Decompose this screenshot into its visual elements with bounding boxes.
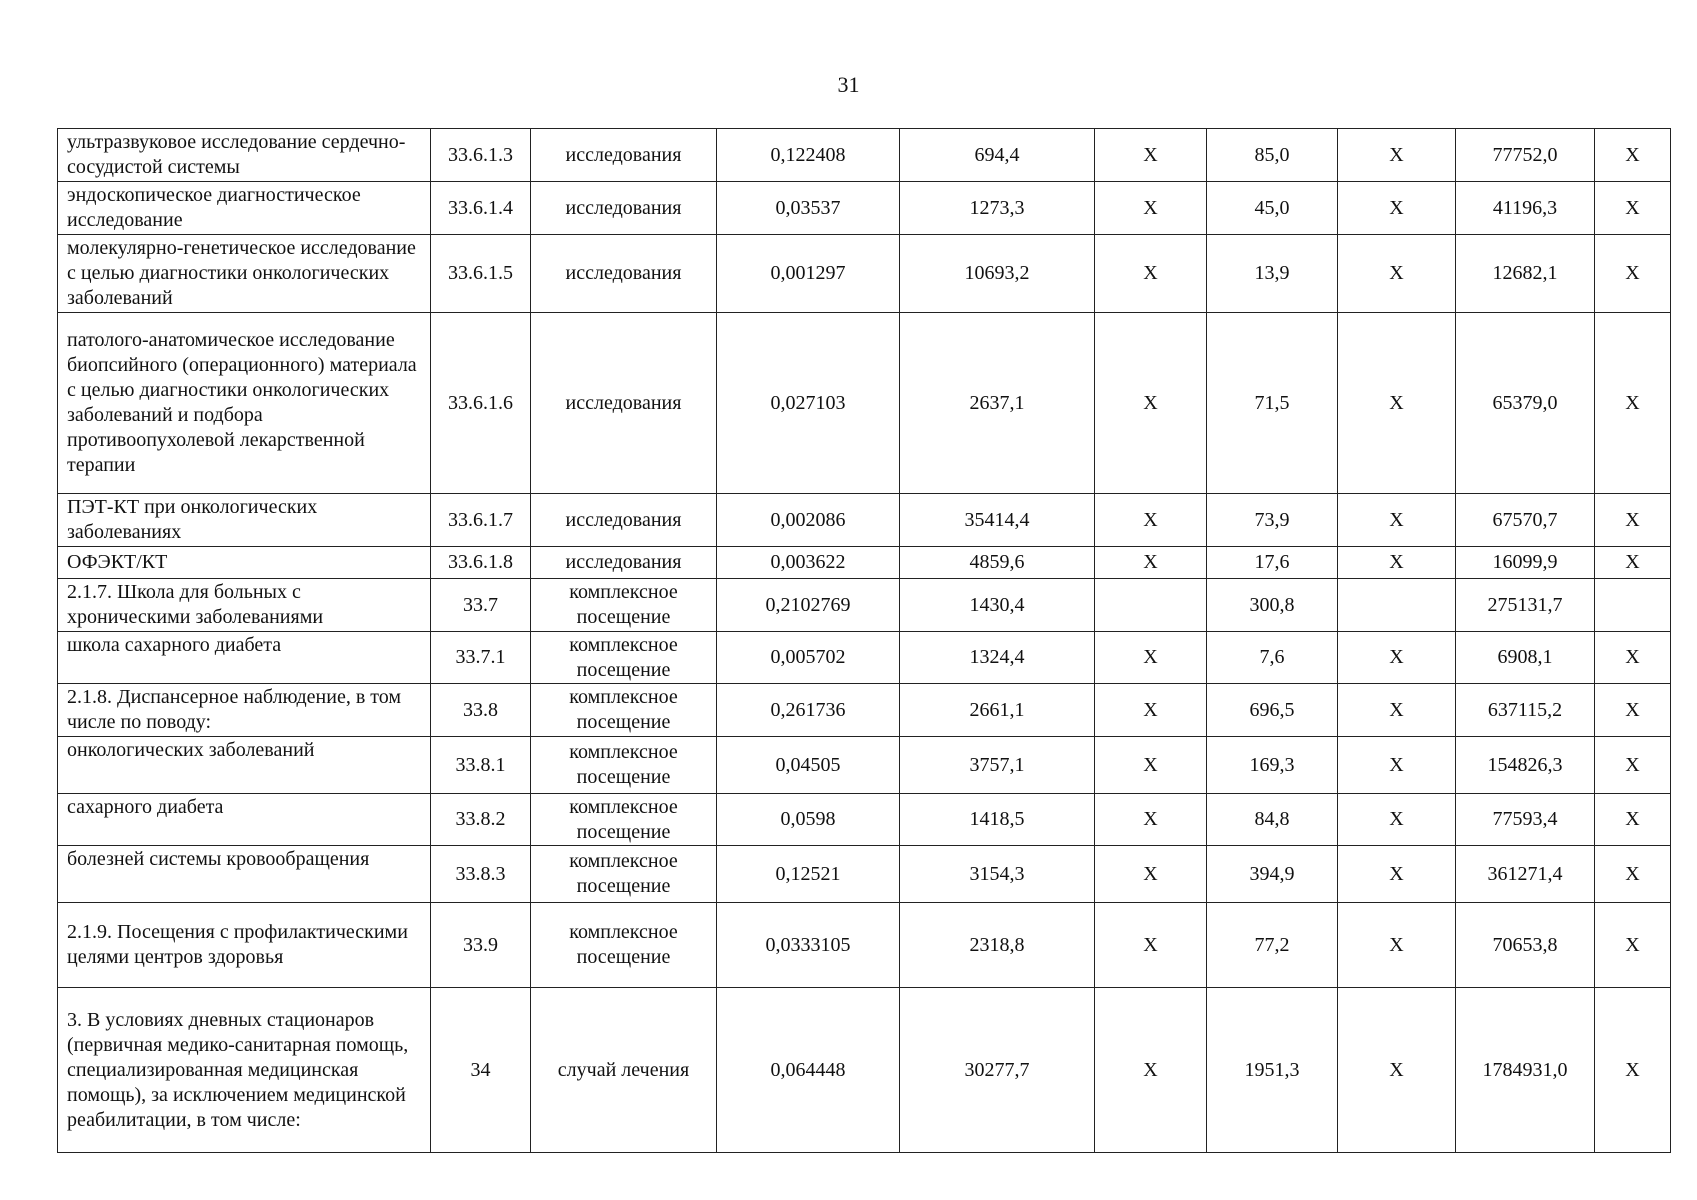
row-norm-cell: 0,027103 bbox=[717, 313, 900, 494]
row-cost-cell: 1324,4 bbox=[900, 632, 1095, 684]
row-cost-cell: 10693,2 bbox=[900, 235, 1095, 313]
row-code-cell: 33.6.1.8 bbox=[431, 547, 531, 579]
table-row bbox=[58, 235, 1671, 313]
row-norm-cell: 0,001297 bbox=[717, 235, 900, 313]
row-col10-cell: Х bbox=[1595, 235, 1671, 313]
row-col9-cell: 65379,0 bbox=[1456, 313, 1595, 494]
row-code-cell: 33.6.1.5 bbox=[431, 235, 531, 313]
row-col6-cell: Х bbox=[1095, 235, 1207, 313]
row-norm-cell: 0,002086 bbox=[717, 494, 900, 547]
row-col9-cell: 154826,3 bbox=[1456, 737, 1595, 794]
row-code-cell: 33.6.1.6 bbox=[431, 313, 531, 494]
row-col7-cell: 394,9 bbox=[1207, 846, 1338, 903]
row-norm-cell: 0,03537 bbox=[717, 182, 900, 235]
row-col6-cell: Х bbox=[1095, 632, 1207, 684]
row-col7-cell: 696,5 bbox=[1207, 684, 1338, 737]
row-col8-cell bbox=[1338, 579, 1456, 632]
table-body bbox=[58, 129, 1671, 1153]
table-row bbox=[58, 903, 1671, 988]
row-norm-cell: 0,261736 bbox=[717, 684, 900, 737]
row-name-cell: 2.1.9. Посещения с профилактическими целями центров здоровья bbox=[58, 903, 431, 988]
row-code-cell: 33.7.1 bbox=[431, 632, 531, 684]
row-name-cell: болезней системы кровообращения bbox=[58, 846, 431, 903]
row-cost-cell: 3154,3 bbox=[900, 846, 1095, 903]
row-col9-cell: 361271,4 bbox=[1456, 846, 1595, 903]
row-col7-cell: 45,0 bbox=[1207, 182, 1338, 235]
row-col6-cell: Х bbox=[1095, 182, 1207, 235]
row-col8-cell: Х bbox=[1338, 235, 1456, 313]
row-col9-cell: 275131,7 bbox=[1456, 579, 1595, 632]
row-code-cell: 33.9 bbox=[431, 903, 531, 988]
row-name-cell: 3. В условиях дневных стационаров (первичная медико-санитарная помощь, специализированная медицинская помощь), за исключением медицинской реабилитации, в том числе: bbox=[58, 988, 431, 1153]
row-col6-cell: Х bbox=[1095, 129, 1207, 182]
row-col7-cell: 71,5 bbox=[1207, 313, 1338, 494]
row-col10-cell: Х bbox=[1595, 846, 1671, 903]
row-name-cell: 2.1.8. Диспансерное наблюдение, в том числе по поводу: bbox=[58, 684, 431, 737]
row-col8-cell: Х bbox=[1338, 684, 1456, 737]
row-cost-cell: 4859,6 bbox=[900, 547, 1095, 579]
row-cost-cell: 2318,8 bbox=[900, 903, 1095, 988]
row-code-cell: 33.8.1 bbox=[431, 737, 531, 794]
row-norm-cell: 0,003622 bbox=[717, 547, 900, 579]
row-col10-cell: Х bbox=[1595, 903, 1671, 988]
table-row bbox=[58, 182, 1671, 235]
table-row bbox=[58, 632, 1671, 684]
row-col6-cell: Х bbox=[1095, 313, 1207, 494]
row-unit-cell: исследования bbox=[531, 313, 717, 494]
table-row bbox=[58, 547, 1671, 579]
row-norm-cell: 0,12521 bbox=[717, 846, 900, 903]
row-col10-cell: Х bbox=[1595, 632, 1671, 684]
row-col10-cell: Х bbox=[1595, 988, 1671, 1153]
row-code-cell: 33.6.1.7 bbox=[431, 494, 531, 547]
row-unit-cell: комплексное посещение bbox=[531, 737, 717, 794]
row-cost-cell: 2637,1 bbox=[900, 313, 1095, 494]
row-code-cell: 33.7 bbox=[431, 579, 531, 632]
table-row bbox=[58, 129, 1671, 182]
row-code-cell: 33.6.1.4 bbox=[431, 182, 531, 235]
row-col7-cell: 13,9 bbox=[1207, 235, 1338, 313]
row-col6-cell: Х bbox=[1095, 794, 1207, 846]
row-col9-cell: 6908,1 bbox=[1456, 632, 1595, 684]
row-col8-cell: Х bbox=[1338, 737, 1456, 794]
row-col7-cell: 85,0 bbox=[1207, 129, 1338, 182]
row-norm-cell: 0,064448 bbox=[717, 988, 900, 1153]
row-col7-cell: 7,6 bbox=[1207, 632, 1338, 684]
table-row bbox=[58, 846, 1671, 903]
page-number: 31 bbox=[837, 72, 860, 97]
row-name-cell: сахарного диабета bbox=[58, 794, 431, 846]
row-name-cell: ОФЭКТ/КТ bbox=[58, 547, 431, 579]
row-col10-cell: Х bbox=[1595, 182, 1671, 235]
row-cost-cell: 3757,1 bbox=[900, 737, 1095, 794]
table-row bbox=[58, 988, 1671, 1153]
row-unit-cell: комплексное посещение bbox=[531, 846, 717, 903]
row-col7-cell: 1951,3 bbox=[1207, 988, 1338, 1153]
row-col8-cell: Х bbox=[1338, 182, 1456, 235]
row-unit-cell: комплексное посещение bbox=[531, 632, 717, 684]
row-name-cell: молекулярно-генетическое исследование с целью диагностики онкологических заболеваний bbox=[58, 235, 431, 313]
row-col8-cell: Х bbox=[1338, 903, 1456, 988]
row-col8-cell: Х bbox=[1338, 846, 1456, 903]
row-col8-cell: Х bbox=[1338, 794, 1456, 846]
row-col7-cell: 169,3 bbox=[1207, 737, 1338, 794]
table-row bbox=[58, 737, 1671, 794]
table-row bbox=[58, 313, 1671, 494]
row-col9-cell: 41196,3 bbox=[1456, 182, 1595, 235]
row-code-cell: 33.6.1.3 bbox=[431, 129, 531, 182]
row-unit-cell: комплексное посещение bbox=[531, 794, 717, 846]
row-col8-cell: Х bbox=[1338, 313, 1456, 494]
row-norm-cell: 0,2102769 bbox=[717, 579, 900, 632]
row-norm-cell: 0,0598 bbox=[717, 794, 900, 846]
row-name-cell: онкологических заболеваний bbox=[58, 737, 431, 794]
row-cost-cell: 35414,4 bbox=[900, 494, 1095, 547]
row-col7-cell: 77,2 bbox=[1207, 903, 1338, 988]
row-col9-cell: 77752,0 bbox=[1456, 129, 1595, 182]
row-col10-cell: Х bbox=[1595, 684, 1671, 737]
row-norm-cell: 0,122408 bbox=[717, 129, 900, 182]
row-col7-cell: 17,6 bbox=[1207, 547, 1338, 579]
row-unit-cell: исследования bbox=[531, 494, 717, 547]
row-col6-cell bbox=[1095, 579, 1207, 632]
row-col8-cell: Х bbox=[1338, 547, 1456, 579]
row-col9-cell: 16099,9 bbox=[1456, 547, 1595, 579]
row-col8-cell: Х bbox=[1338, 988, 1456, 1153]
row-col9-cell: 77593,4 bbox=[1456, 794, 1595, 846]
row-col10-cell: Х bbox=[1595, 547, 1671, 579]
row-cost-cell: 1430,4 bbox=[900, 579, 1095, 632]
row-col6-cell: Х bbox=[1095, 903, 1207, 988]
row-col8-cell: Х bbox=[1338, 494, 1456, 547]
row-unit-cell: комплексное посещение bbox=[531, 903, 717, 988]
table-row bbox=[58, 494, 1671, 547]
row-col10-cell: Х bbox=[1595, 737, 1671, 794]
table-row bbox=[58, 794, 1671, 846]
row-code-cell: 33.8 bbox=[431, 684, 531, 737]
row-col9-cell: 70653,8 bbox=[1456, 903, 1595, 988]
row-code-cell: 34 bbox=[431, 988, 531, 1153]
row-cost-cell: 1418,5 bbox=[900, 794, 1095, 846]
row-col10-cell bbox=[1595, 579, 1671, 632]
row-cost-cell: 2661,1 bbox=[900, 684, 1095, 737]
row-unit-cell: комплексное посещение bbox=[531, 579, 717, 632]
row-col9-cell: 1784931,0 bbox=[1456, 988, 1595, 1153]
row-col9-cell: 67570,7 bbox=[1456, 494, 1595, 547]
row-col6-cell: Х bbox=[1095, 684, 1207, 737]
row-col8-cell: Х bbox=[1338, 129, 1456, 182]
row-cost-cell: 694,4 bbox=[900, 129, 1095, 182]
row-name-cell: школа сахарного диабета bbox=[58, 632, 431, 684]
row-col9-cell: 637115,2 bbox=[1456, 684, 1595, 737]
row-col6-cell: Х bbox=[1095, 846, 1207, 903]
row-col9-cell: 12682,1 bbox=[1456, 235, 1595, 313]
row-code-cell: 33.8.2 bbox=[431, 794, 531, 846]
row-name-cell: ПЭТ-КТ при онкологических заболеваниях bbox=[58, 494, 431, 547]
row-col7-cell: 300,8 bbox=[1207, 579, 1338, 632]
row-col6-cell: Х bbox=[1095, 494, 1207, 547]
row-col10-cell: Х bbox=[1595, 794, 1671, 846]
row-norm-cell: 0,005702 bbox=[717, 632, 900, 684]
table-row bbox=[58, 579, 1671, 632]
row-col7-cell: 73,9 bbox=[1207, 494, 1338, 547]
row-col6-cell: Х bbox=[1095, 547, 1207, 579]
row-col8-cell: Х bbox=[1338, 632, 1456, 684]
row-name-cell: ультразвуковое исследование сердечно-сосудистой системы bbox=[58, 129, 431, 182]
row-cost-cell: 1273,3 bbox=[900, 182, 1095, 235]
row-col10-cell: Х bbox=[1595, 129, 1671, 182]
row-name-cell: эндоскопическое диагностическое исследование bbox=[58, 182, 431, 235]
row-code-cell: 33.8.3 bbox=[431, 846, 531, 903]
row-unit-cell: исследования bbox=[531, 182, 717, 235]
row-name-cell: патолого-анатомическое исследование биопсийного (операционного) материала с целью диагностики онкологических заболеваний и подбора противоопухолевой лекарственной терапии bbox=[58, 313, 431, 494]
row-unit-cell: случай лечения bbox=[531, 988, 717, 1153]
row-col7-cell: 84,8 bbox=[1207, 794, 1338, 846]
standards-table bbox=[57, 128, 1671, 1153]
row-name-cell: 2.1.7. Школа для больных с хроническими заболеваниями bbox=[58, 579, 431, 632]
table-row bbox=[58, 684, 1671, 737]
row-unit-cell: исследования bbox=[531, 235, 717, 313]
row-cost-cell: 30277,7 bbox=[900, 988, 1095, 1153]
row-norm-cell: 0,04505 bbox=[717, 737, 900, 794]
row-unit-cell: исследования bbox=[531, 547, 717, 579]
row-col10-cell: Х bbox=[1595, 494, 1671, 547]
row-col10-cell: Х bbox=[1595, 313, 1671, 494]
row-unit-cell: исследования bbox=[531, 129, 717, 182]
row-norm-cell: 0,0333105 bbox=[717, 903, 900, 988]
row-unit-cell: комплексное посещение bbox=[531, 684, 717, 737]
row-col6-cell: Х bbox=[1095, 737, 1207, 794]
row-col6-cell: Х bbox=[1095, 988, 1207, 1153]
